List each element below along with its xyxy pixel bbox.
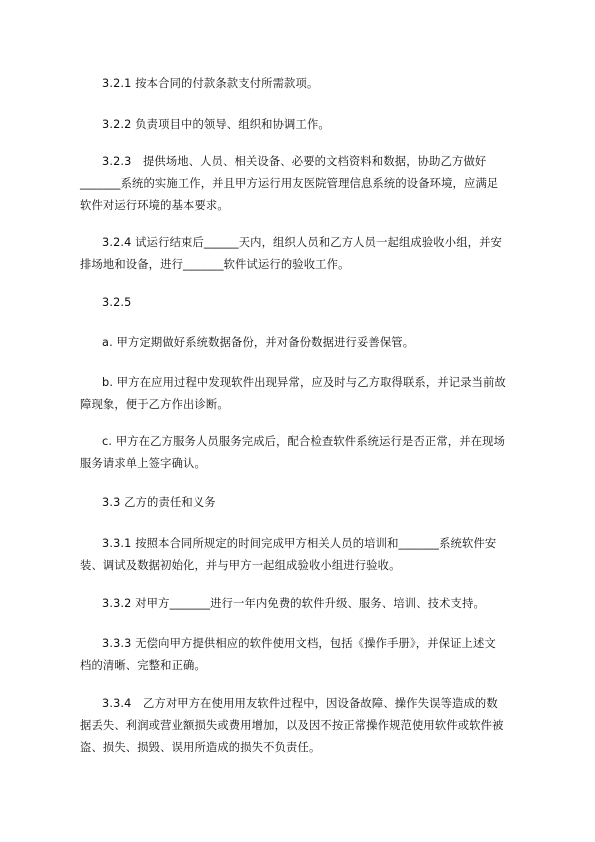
text-line: _______系统的实施工作，并且甲方运行用友医院管理信息系统的设备环境，应满足 <box>80 177 499 190</box>
text-line: 3.3 乙方的责任和义务 <box>102 496 216 509</box>
text-line: 据丢失、利润或营业额损失或费用增加，以及因不按正常操作规范使用软件或软件被 <box>80 719 504 732</box>
text-line: 3.3.2 对甲方_______进行一年内免费的软件升级、服务、培训、技术支持。 <box>102 597 485 610</box>
item-b-cont <box>80 394 530 416</box>
section-3-3-heading <box>102 492 530 514</box>
text-line: c. 甲方在乙方服务人员服务完成后，配合检查软件系统运行是否正常，并在现场 <box>102 435 506 448</box>
text-line: 3.2.3 提供场地、人员、相关设备、必要的文档资料和数据，协助乙方做好 <box>102 155 487 168</box>
text-line: 3.3.3 无偿向甲方提供相应的软件使用文档，包括《操作手册》，并保证上述文 <box>102 637 496 650</box>
clause-3-2-4 <box>102 232 530 254</box>
clause-3-2-4-cont <box>80 254 530 276</box>
text-line: 装、调试及数据初始化，并与甲方一起组成验收小组进行验收。 <box>80 559 401 572</box>
text-line: 3.3.1 按照本合同所规定的时间完成甲方相关人员的培训和_______系统软件安 <box>102 537 497 550</box>
item-c <box>102 431 530 453</box>
text-line: 3.2.1 按本合同的付款条款支付所需款项。 <box>102 77 319 90</box>
text-line: 3.3.4 乙方对甲方在使用用友软件过程中，因设备故障、操作失误等造成的数 <box>102 697 498 710</box>
clause-3-2-3 <box>102 151 530 173</box>
clause-3-3-4 <box>102 693 530 715</box>
text-line: 3.2.5 <box>102 296 132 309</box>
item-c-cont <box>80 453 530 475</box>
text-line: 软件对运行环境的基本要求。 <box>80 199 229 212</box>
item-a <box>102 332 530 354</box>
clause-3-3-2 <box>102 593 530 615</box>
clause-3-3-1 <box>102 533 530 555</box>
text-line: a. 甲方定期做好系统数据备份，并对备份数据进行妥善保管。 <box>102 336 415 349</box>
item-b <box>102 372 530 394</box>
text-line: b. 甲方在应用过程中发现软件出现异常，应及时与乙方取得联系，并记录当前故 <box>102 376 506 389</box>
clause-3-2-1 <box>102 73 530 95</box>
text-line: 3.2.2 负责项目中的领导、组织和协调工作。 <box>102 118 330 131</box>
clause-3-3-1-cont <box>80 555 530 577</box>
text-line: 盗、损失、损毁、误用所造成的损失不负责任。 <box>80 741 321 754</box>
clause-3-3-3 <box>102 633 530 655</box>
text-line: 档的清晰、完整和正确。 <box>80 659 206 672</box>
text-line: 服务请求单上签字确认。 <box>80 457 206 470</box>
clause-3-2-2 <box>102 114 530 136</box>
clause-3-3-4-cont <box>80 715 530 759</box>
clause-3-2-3-cont <box>80 173 530 217</box>
clause-3-3-3-cont <box>80 655 530 677</box>
text-line: 3.2.4 试运行结束后______天内，组织人员和乙方人员一起组成验收小组，并安 <box>102 236 502 249</box>
clause-3-2-5 <box>102 292 530 314</box>
text-line: 障现象，便于乙方作出诊断。 <box>80 398 229 411</box>
text-line: 排场地和设备，进行_______软件试运行的验收工作。 <box>80 258 350 271</box>
